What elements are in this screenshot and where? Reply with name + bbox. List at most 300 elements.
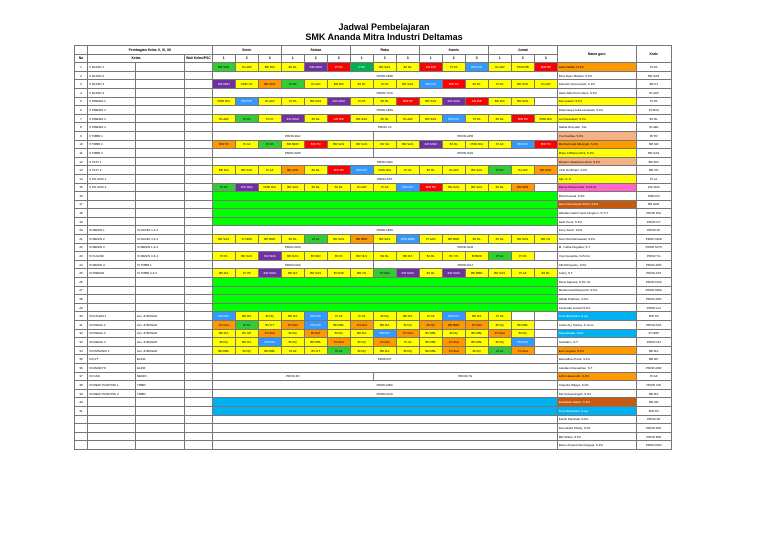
schedule-cell: PI AZ xyxy=(419,312,442,321)
teacher-code: BR VN xyxy=(636,166,671,175)
header-period: 2 xyxy=(235,54,258,63)
schedule-span: PROD-AST xyxy=(212,174,557,183)
wali-kelas xyxy=(185,278,213,287)
class-name xyxy=(88,192,136,201)
header-period: 1 xyxy=(350,54,373,63)
class-group xyxy=(136,424,185,433)
schedule-cell: BJ RL xyxy=(373,252,396,261)
page-title xyxy=(0,22,768,42)
teacher-name: Nisa Rosida, S.Pd. xyxy=(557,329,636,338)
class-name: XI PMESIN xyxy=(88,269,136,278)
schedule-cell: BD RBL xyxy=(212,346,235,355)
class-group: ALL JURUSAN xyxy=(136,312,185,321)
class-name xyxy=(88,217,136,226)
schedule-cell: PI AZ xyxy=(488,312,511,321)
row-number: 10 xyxy=(75,140,88,149)
schedule-span: PROD-NRN xyxy=(212,226,557,235)
schedule-cell: BR SAS xyxy=(350,114,373,123)
schedule-cell: PI PA xyxy=(442,63,465,72)
wali-kelas xyxy=(185,329,213,338)
class-name xyxy=(88,200,136,209)
teacher-code: PROD APR xyxy=(636,260,671,269)
schedule-cell: BJ RL xyxy=(419,269,442,278)
schedule-cell: BV RBL xyxy=(419,329,442,338)
schedule-cell: PKN FF xyxy=(373,329,396,338)
class-group: XI TMBR 2 & 3 xyxy=(136,269,185,278)
schedule-cell: BIN TR xyxy=(304,140,327,149)
schedule-cell: BI SNR xyxy=(327,269,350,278)
class-group xyxy=(136,114,185,123)
class-group: ELINK xyxy=(136,363,185,372)
class-name: XII KERJA 2 xyxy=(88,321,136,330)
teacher-name: Dena Saputra, S.Pd. Gr. xyxy=(557,278,636,287)
class-name xyxy=(88,398,136,407)
schedule-cell: BR NLS xyxy=(350,252,373,261)
schedule-cell: BIN TR xyxy=(212,140,235,149)
schedule-cell: BJ RL xyxy=(488,114,511,123)
schedule-cell: BD RBL xyxy=(465,329,488,338)
row-number: 36 xyxy=(75,363,88,372)
wali-kelas xyxy=(185,372,213,381)
class-name xyxy=(88,278,136,287)
class-name: X PMESIN 2 xyxy=(88,106,136,115)
schedule-cell: PI PA xyxy=(212,252,235,261)
class-name: XI MESIN 4 xyxy=(88,260,136,269)
teacher-code: PMD RS xyxy=(636,192,671,201)
schedule-cell: IS HAP xyxy=(511,166,534,175)
schedule-cell: BI DQ xyxy=(373,312,396,321)
schedule-cell: PKN FF xyxy=(258,338,281,347)
schedule-cell: BIN TR xyxy=(511,114,534,123)
schedule-cell: BR APR xyxy=(281,166,304,175)
teacher-code: PI AZ xyxy=(636,372,671,381)
schedule-cell: AN RIP xyxy=(465,97,488,106)
header-wali: Wali Kelas/PSC xyxy=(185,54,213,63)
schedule-cell: BD RA xyxy=(235,312,258,321)
teacher-name: Tomi Ramdhani, S.Ag xyxy=(557,406,636,415)
schedule-cell: BR RIA xyxy=(327,80,350,89)
teacher-name: Adeidam Ramadhan, S.T. xyxy=(557,363,636,372)
table-row xyxy=(75,123,672,132)
class-group: ALL JURUSAN xyxy=(136,338,185,347)
table-row xyxy=(75,389,672,398)
wali-kelas xyxy=(185,200,213,209)
class-name: X PH LIDO 2 xyxy=(88,183,136,192)
wali-kelas xyxy=(185,217,213,226)
row-number: 25 xyxy=(75,269,88,278)
schedule-cell: BD RBL xyxy=(304,338,327,347)
class-group: XI MESIN 1 & 2 xyxy=(136,243,185,252)
schedule-cell: PI YB xyxy=(235,269,258,278)
schedule-cell: PKN FF xyxy=(511,338,534,347)
wali-kelas xyxy=(185,192,213,201)
wali-kelas xyxy=(185,441,213,450)
schedule-cell: BJ RL xyxy=(373,97,396,106)
wali-kelas xyxy=(185,209,213,218)
empty-block xyxy=(212,424,557,433)
empty-block xyxy=(212,200,557,209)
header-period: 3 xyxy=(396,54,419,63)
row-number: 16 xyxy=(75,192,88,201)
schedule-cell: BV VN xyxy=(442,252,465,261)
row-number: 9 xyxy=(75,131,88,140)
table-row xyxy=(75,71,672,80)
class-group xyxy=(136,286,185,295)
row-number: 14 xyxy=(75,174,88,183)
class-name: XII KALEM 1 xyxy=(88,312,136,321)
schedule-cell: BI PA xyxy=(327,252,350,261)
table-row xyxy=(75,398,672,407)
schedule-cell: PMD RIA xyxy=(373,166,396,175)
row-number: 33 xyxy=(75,338,88,347)
class-group xyxy=(136,71,185,80)
table-row xyxy=(75,312,672,321)
wali-kelas xyxy=(185,252,213,261)
wali-kelas xyxy=(185,80,213,89)
schedule-cell: BR SAS xyxy=(350,140,373,149)
schedule-cell: BI DQ xyxy=(281,329,304,338)
schedule-cell: PI PA xyxy=(281,80,304,89)
schedule-cell: BI DQ xyxy=(419,321,442,330)
class-group xyxy=(136,432,185,441)
header-blank xyxy=(75,46,88,55)
schedule-cell: BD RBL xyxy=(465,338,488,347)
class-name: X RLINKI 2 xyxy=(88,71,136,80)
class-name: XII REFF PAINTING 1 xyxy=(88,381,136,390)
teacher-code: IS HRL xyxy=(636,123,671,132)
teacher-code: PI AJ xyxy=(636,174,671,183)
row-number: 15 xyxy=(75,183,88,192)
schedule-cell: BR SAS xyxy=(419,114,442,123)
class-group: TMBR xyxy=(136,381,185,390)
row-number: 26 xyxy=(75,278,88,287)
teacher-code: BR HR xyxy=(636,398,671,407)
row-number: 35 xyxy=(75,355,88,364)
schedule-cell: BR SAS xyxy=(488,269,511,278)
schedule-cell: BI DQ xyxy=(396,321,419,330)
row-number xyxy=(75,432,88,441)
table-row xyxy=(75,174,672,183)
class-name: XII MANFTO xyxy=(88,363,136,372)
schedule-cell: BJ RL xyxy=(304,114,327,123)
teacher-name: Rai Suciyaningsih, S.Pd xyxy=(557,389,636,398)
title-line-1: Jadwal Pembelajaran xyxy=(338,22,430,32)
header-period: 2 xyxy=(373,54,396,63)
teacher-code: PROD DY xyxy=(636,217,671,226)
teacher-code: PROD ZAK xyxy=(636,424,671,433)
schedule-cell: PI AZ xyxy=(396,338,419,347)
class-group: ELINK xyxy=(136,355,185,364)
schedule-cell: BR MRR xyxy=(281,140,304,149)
schedule-cell: INF SDA xyxy=(235,183,258,192)
wali-kelas xyxy=(185,149,213,158)
schedule-span: PROD-DOA xyxy=(212,389,557,398)
class-group xyxy=(136,157,185,166)
schedule-cell: BJ RL xyxy=(488,183,511,192)
schedule-cell: BD RBL xyxy=(258,346,281,355)
teacher-code: BR SAS xyxy=(636,149,671,158)
table-row xyxy=(75,243,672,252)
schedule-cell: PI AZ xyxy=(258,166,281,175)
empty-block xyxy=(212,432,557,441)
header-period: 2 xyxy=(304,54,327,63)
class-name: XII IVT xyxy=(88,355,136,364)
schedule-cell: BI DQ xyxy=(281,338,304,347)
schedule-cell: PI PA xyxy=(281,97,304,106)
schedule-cell: INF MOZ xyxy=(327,97,350,106)
schedule-cell: BI DQ xyxy=(511,329,534,338)
schedule-cell: BR KPS xyxy=(258,80,281,89)
empty-block xyxy=(212,278,557,287)
schedule-cell: BR SAS xyxy=(304,97,327,106)
teacher-name: Yogi Gunardia ,S.Pd.Gr xyxy=(557,252,636,261)
teacher-code: PROD AAS xyxy=(636,321,671,330)
table-row xyxy=(75,424,672,433)
schedule-span: PROD-NRN xyxy=(212,106,557,115)
row-number: 21 xyxy=(75,235,88,244)
table-row xyxy=(75,192,672,201)
table-row xyxy=(75,355,672,364)
class-group xyxy=(136,192,185,201)
wali-kelas xyxy=(185,235,213,244)
schedule-cell: BR SAS xyxy=(235,166,258,175)
wali-kelas xyxy=(185,183,213,192)
row-number: 8 xyxy=(75,123,88,132)
schedule-cell: BI DQ xyxy=(327,329,350,338)
schedule-cell: PI NAH xyxy=(373,338,396,347)
teacher-name: Andry, S.T. xyxy=(557,269,636,278)
schedule-span: PROD-RAJ xyxy=(212,131,373,140)
schedule-cell: BIN TR xyxy=(534,140,557,149)
row-number: 38 xyxy=(75,381,88,390)
teacher-name: Rizal Kesuali, S.Pd. xyxy=(557,192,636,201)
class-group xyxy=(136,303,185,312)
wali-kelas xyxy=(185,303,213,312)
table-row xyxy=(75,80,672,89)
class-group: TMBR xyxy=(136,389,185,398)
schedule-cell: IS HAP xyxy=(396,114,419,123)
class-name: X TKJT 2 xyxy=(88,166,136,175)
table-row xyxy=(75,432,672,441)
schedule-cell: PI AZ xyxy=(327,312,350,321)
header-period: 1 xyxy=(281,54,304,63)
teacher-name: Nabila Rusydah, S.E. xyxy=(557,123,636,132)
schedule-cell: INF MOZ xyxy=(396,269,419,278)
schedule-cell: PI AZ xyxy=(373,183,396,192)
table-row xyxy=(75,114,672,123)
teacher-name: Aalia Nabila, M.Pd. xyxy=(557,63,636,72)
teacher-name: Ramadhan Putra, S.Pd. xyxy=(557,355,636,364)
schedule-cell: INF MOZ xyxy=(442,269,465,278)
schedule-cell xyxy=(534,252,557,261)
class-name: XII KERJA 3 xyxy=(88,329,136,338)
schedule-cell: BJ RL xyxy=(465,80,488,89)
class-group xyxy=(136,406,185,415)
class-name xyxy=(88,406,136,415)
schedule-cell: BI BRR xyxy=(465,252,488,261)
schedule-cell: PI SAD xyxy=(373,269,396,278)
table-row xyxy=(75,415,672,424)
class-name: X PH LIDO 1 xyxy=(88,174,136,183)
teacher-code: BR NR xyxy=(636,140,671,149)
schedule-cell: BI DQ xyxy=(442,329,465,338)
class-group: ALL JURUSAN xyxy=(136,321,185,330)
schedule-cell: PI AZ xyxy=(350,312,373,321)
teacher-name: Retno Ariyanti Nurningtyas, S.Pd. xyxy=(557,441,636,450)
schedule-cell: BI DQ xyxy=(465,346,488,355)
empty-block xyxy=(212,303,557,312)
class-name: XII CAD xyxy=(88,372,136,381)
class-name: X RLINKI 3 xyxy=(88,80,136,89)
schedule-cell: PI PA xyxy=(373,80,396,89)
schedule-cell: BR SAS xyxy=(396,80,419,89)
table-row xyxy=(75,295,672,304)
wali-kelas xyxy=(185,260,213,269)
schedule-cell: BR SAS xyxy=(465,166,488,175)
table-row xyxy=(75,338,672,347)
schedule-cell: PKN FF xyxy=(350,166,373,175)
row-number: 19 xyxy=(75,217,88,226)
schedule-cell: PI NAH xyxy=(396,329,419,338)
row-number: 37 xyxy=(75,372,88,381)
row-number: 22 xyxy=(75,243,88,252)
table-row xyxy=(75,97,672,106)
schedule-cell: BJ RL xyxy=(488,235,511,244)
schedule-span xyxy=(212,363,557,372)
teacher-name: Vicki Nurfitriani, S.Pd. xyxy=(557,166,636,175)
table-row xyxy=(75,381,672,390)
teacher-code: PROD YG xyxy=(636,252,671,261)
teacher-name: Nurhakim, S.T. xyxy=(557,338,636,347)
schedule-cell: BI DQ xyxy=(235,346,258,355)
wali-kelas xyxy=(185,398,213,407)
empty-block xyxy=(212,415,557,424)
class-group xyxy=(136,63,185,72)
schedule-cell: PI SAD xyxy=(419,235,442,244)
schedule-cell: BD BRR xyxy=(258,235,281,244)
row-number: 32 xyxy=(75,329,88,338)
class-group xyxy=(136,97,185,106)
schedule-cell: BR SAS xyxy=(373,63,396,72)
schedule-cell: BD RBL xyxy=(419,346,442,355)
table-row xyxy=(75,166,672,175)
teacher-name: MR Wilian, S.Pd. xyxy=(557,432,636,441)
schedule-cell: IS HAP xyxy=(212,114,235,123)
class-group xyxy=(136,441,185,450)
schedule-cell: BIN TR xyxy=(442,80,465,89)
schedule-cell: PI DY xyxy=(258,114,281,123)
row-number: 39 xyxy=(75,389,88,398)
schedule-cell: BJ RL xyxy=(304,183,327,192)
schedule-cell: BI DQ xyxy=(350,338,373,347)
schedule-cell: PI AJ xyxy=(488,252,511,261)
class-name xyxy=(88,441,136,450)
schedule-cell: PI NAH xyxy=(465,321,488,330)
schedule-cell: BD RA xyxy=(396,252,419,261)
class-group xyxy=(136,106,185,115)
row-number: 34 xyxy=(75,346,88,355)
schedule-cell: PKN FF xyxy=(442,312,465,321)
row-number: 6 xyxy=(75,106,88,115)
table-row xyxy=(75,140,672,149)
row-number xyxy=(75,415,88,424)
class-group: XI MESIN 3 & 4 xyxy=(136,252,185,261)
schedule-cell: BD RIA xyxy=(258,63,281,72)
schedule-span: PROD-SAS xyxy=(373,149,557,158)
table-row xyxy=(75,149,672,158)
class-name: X PMESIN 4 xyxy=(88,123,136,132)
schedule-cell: BR BRR xyxy=(442,321,465,330)
teacher-code: BR RP xyxy=(636,355,671,364)
class-name: X PMESIN 1 xyxy=(88,97,136,106)
row-number: 17 xyxy=(75,200,88,209)
schedule-cell: BJ RL xyxy=(373,114,396,123)
class-name xyxy=(88,415,136,424)
teacher-code: PROD FF xyxy=(636,226,671,235)
class-name: XII KERJA 4 xyxy=(88,338,136,347)
schedule-cell: IS HAP xyxy=(235,63,258,72)
class-name: X TMBR 3 xyxy=(88,149,136,158)
schedule-cell: BI DQ xyxy=(350,346,373,355)
class-group xyxy=(136,217,185,226)
wali-kelas xyxy=(185,406,213,415)
schedule-cell: BR APR xyxy=(534,166,557,175)
schedule-cell: BJ RL xyxy=(465,235,488,244)
schedule-cell: PI NAH xyxy=(488,329,511,338)
teacher-code: PROD AJJ xyxy=(636,303,671,312)
table-row xyxy=(75,217,672,226)
schedule-span: PROD-APR xyxy=(373,131,557,140)
schedule-cell: BV DT xyxy=(258,321,281,330)
teacher-name: Dwi Lestari, S.Pd. xyxy=(557,97,636,106)
class-name: XI MESIN 3 xyxy=(88,243,136,252)
schedule-cell: PI PA xyxy=(235,114,258,123)
class-name xyxy=(88,286,136,295)
class-group xyxy=(136,209,185,218)
teacher-name: Zahrotul Qomarriyah, S.Pd. xyxy=(557,80,636,89)
schedule-cell: BR SAS xyxy=(235,252,258,261)
schedule-cell: BJ RL xyxy=(396,63,419,72)
row-number: 28 xyxy=(75,295,88,304)
row-number: 31 xyxy=(75,321,88,330)
schedule-cell: BR SAS xyxy=(327,235,350,244)
schedule-cell xyxy=(534,183,557,192)
schedule-cell: INF MOZ xyxy=(258,269,281,278)
class-group xyxy=(136,278,185,287)
schedule-cell: INF MRJ xyxy=(212,80,235,89)
teacher-name: Arifin Hasanudin, S.Pd xyxy=(557,372,636,381)
schedule-cell: PKN FF xyxy=(235,97,258,106)
class-group xyxy=(136,149,185,158)
teacher-name: Ruzaifiqul Hakim, S.Pd. xyxy=(557,398,636,407)
schedule-cell: IS HAP xyxy=(350,183,373,192)
empty-block xyxy=(212,406,557,415)
schedule-cell: BR VN xyxy=(350,269,373,278)
row-number: 18 xyxy=(75,209,88,218)
class-name xyxy=(88,432,136,441)
wali-kelas xyxy=(185,363,213,372)
empty-block xyxy=(212,286,557,295)
schedule-cell: BR SAS xyxy=(419,97,442,106)
row-number: 13 xyxy=(75,166,88,175)
class-name: X TMBR 1 xyxy=(88,131,136,140)
row-number: 40 xyxy=(75,398,88,407)
schedule-cell: PKN FF xyxy=(304,321,327,330)
schedule-cell: PI PA xyxy=(350,97,373,106)
table-row xyxy=(75,303,672,312)
schedule-cell: PMD RIA xyxy=(212,97,235,106)
schedule-cell: PKN MRR xyxy=(396,235,419,244)
